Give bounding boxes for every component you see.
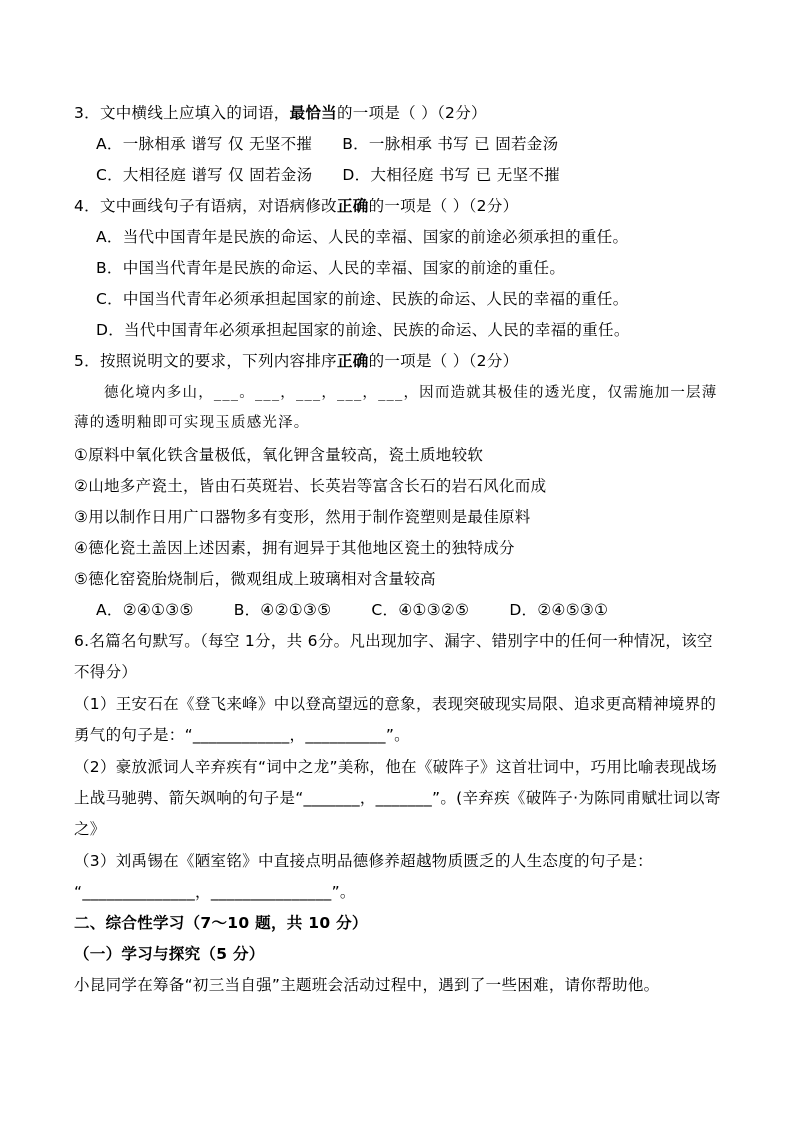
q5-choice-d: D．②④⑤③① — [509, 601, 609, 619]
q3-option-a: A．一脉相承 谱写 仅 无坚不摧 — [96, 135, 313, 153]
q6-sub3-line-2: “______________，_______________”。 — [74, 883, 356, 901]
q5-item-5: ⑤德化窑瓷胎烧制后，微观组成上玻璃相对含量较高 — [74, 570, 436, 588]
q3-emphasis: 最恰当 — [289, 104, 337, 122]
q5-passage-line-1: 德化境内多山，___。___，___，___，___，因而造就其极佳的透光度，仅需施加一层薄 — [104, 385, 718, 401]
q5-choice-b: B．④②①③⑤ — [233, 601, 332, 619]
q6-sub2-line-2: 上战马驰骋、箭矢飒响的句子是“_______，_______”。(辛弃疾《破阵子·为陈同甫赋壮词以寄 — [74, 789, 721, 807]
q3-stem — [74, 103, 487, 123]
q4-emphasis: 正确 — [336, 197, 369, 215]
q5-emphasis: 正确 — [336, 352, 369, 370]
q6-sub3-line-1: （3）刘禹锡在《陋室铭》中直接点明品德修养超越物质匮乏的人生态度的句子是： — [74, 852, 653, 870]
q6-sub1-line-2: 勇气的句子是：“____________，__________”。 — [74, 726, 410, 744]
q5-item-2: ②山地多产瓷土，皆由石英斑岩、长英岩等富含长石的岩石风化而成 — [74, 477, 547, 495]
q5-item-1: ①原料中氧化铁含量极低，氧化钾含量较高，瓷土质地较软 — [74, 446, 484, 464]
q6-sub2-line-1: （2）豪放派词人辛弃疾有“词中之龙”美称，他在《破阵子》这首壮词中，巧用比喻表现战场 — [74, 758, 718, 776]
q4-option-d: D．当代中国青年必须承担起国家的前途、民族的命运、人民的幸福的重任。 — [96, 321, 630, 339]
q3-option-d: D．大相径庭 书写 已 无坚不摧 — [342, 166, 560, 184]
q3-option-c: C．大相径庭 谱写 仅 固若金汤 — [96, 166, 313, 184]
q3-prefix: 3．文中横线上应填入的词语， — [74, 104, 290, 122]
q3-suffix: 的一项是（ ）（2分） — [336, 104, 487, 122]
q6-sub1-line-1: （1）王安石在《登飞来峰》中以登高望远的意象，表现突破现实局限、追求更高精神境界的 — [74, 695, 717, 713]
section-2-subtitle: （一）学习与探究（5 分） — [74, 945, 265, 963]
q6-intro-line-1: 6.名篇名句默写。（每空 1分，共 6分。凡出现加字、漏字、错别字中的任何一种情况，该空 — [74, 632, 713, 650]
q5-item-3: ③用以制作日用广口器物多有变形，然用于制作瓷塑则是最佳原料 — [74, 508, 531, 526]
q4-option-a: A．当代中国青年是民族的命运、人民的幸福、国家的前途必须承担的重任。 — [96, 228, 629, 246]
section-2-title: 二、综合性学习（7～10 题，共 10 分） — [74, 914, 368, 932]
q4-option-b: B．中国当代青年是民族的命运、人民的幸福、国家的前途的重任。 — [96, 259, 566, 277]
q3-options-row-2 — [96, 165, 560, 185]
q5-choice-c: C．④①③②⑤ — [371, 601, 470, 619]
section-2-intro: 小昆同学在筹备“初三当自强”主题班会活动过程中，遇到了一些困难，请你帮助他。 — [74, 976, 660, 994]
q5-choice-a: A．②④①③⑤ — [96, 601, 194, 619]
q3-options-row-1 — [96, 134, 558, 154]
q4-stem — [74, 196, 518, 216]
q5-prefix: 5．按照说明文的要求，下列内容排序 — [74, 352, 337, 370]
q5-choices — [96, 600, 608, 620]
q4-option-c: C．中国当代青年必须承担起国家的前途、民族的命运、人民的幸福的重任。 — [96, 290, 629, 308]
q5-item-4: ④德化瓷土盖因上述因素，拥有迥异于其他地区瓷土的独特成分 — [74, 539, 515, 557]
q5-suffix: 的一项是（ ）（2分） — [368, 352, 519, 370]
q4-prefix: 4．文中画线句子有语病，对语病修改 — [74, 197, 337, 215]
q5-stem — [74, 351, 518, 371]
q6-intro-line-2: 不得分） — [74, 663, 138, 681]
q3-option-b: B．一脉相承 书写 已 固若金汤 — [342, 135, 559, 153]
q5-passage-line-2: 薄的透明釉即可实现玉质感光泽。 — [74, 415, 310, 431]
q6-sub2-line-3: 之》 — [74, 820, 106, 838]
q4-suffix: 的一项是（ ）（2分） — [368, 197, 519, 215]
